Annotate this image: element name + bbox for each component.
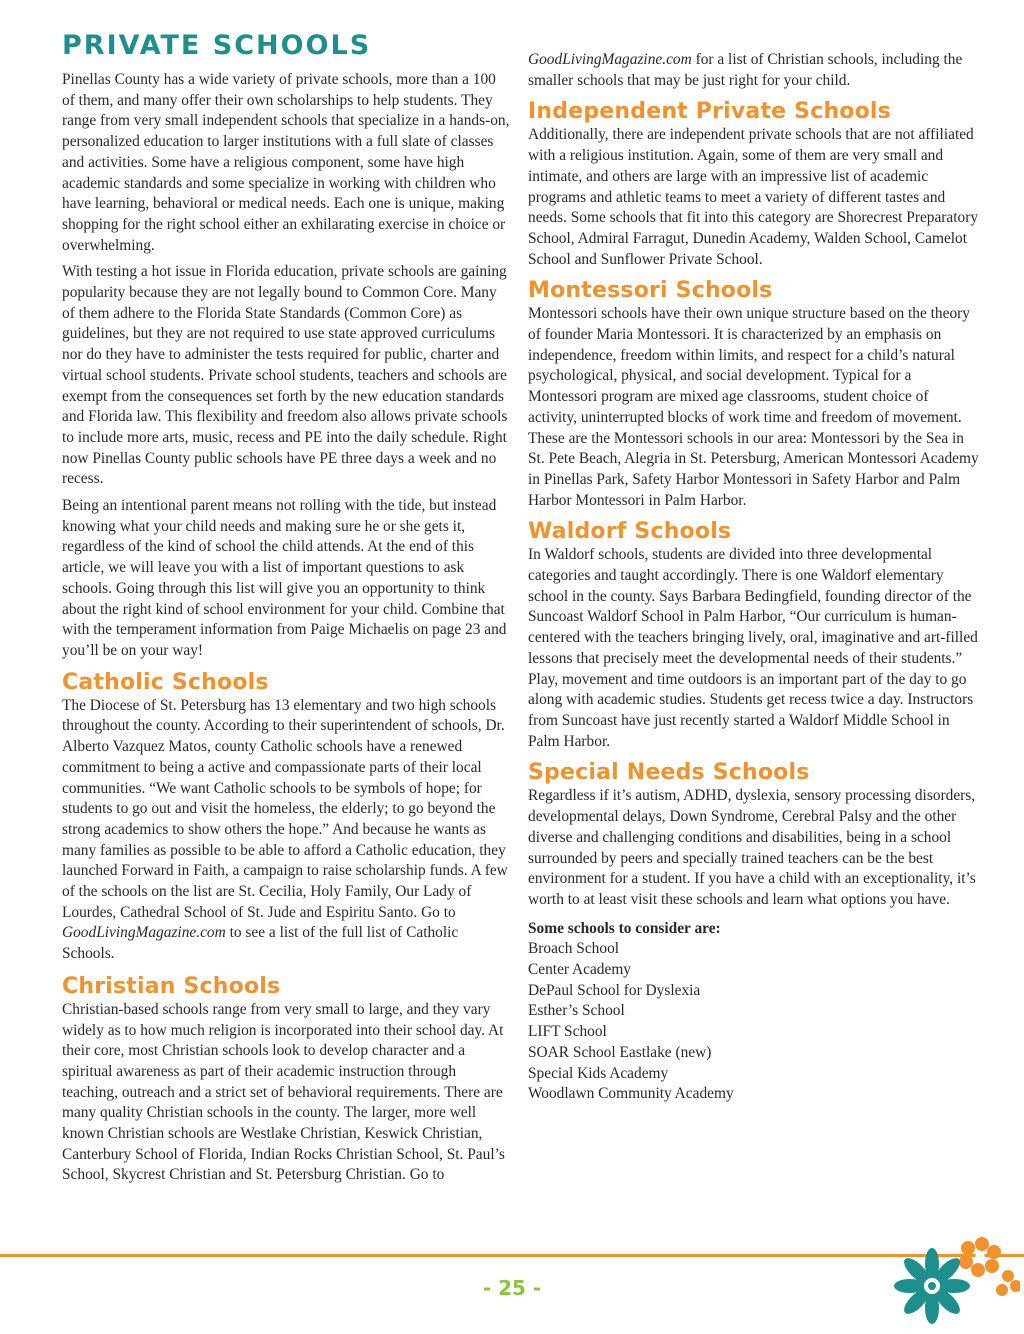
- intro-paragraph-3: Being an intentional parent means not rolling with the tide, but instead knowing what your child needs and making sure he or she gets it, regardless of the kind of school the child attends. At the end of this article, we will leave you with a list of important questions to ask schools. Going through this list will give you an opportunity to think about the right kind of school environment for your child. Combine that with the temperament information from Paige Michaelis on page 23 and you’ll be on your way!: [62, 497, 507, 659]
- page-title: PRIVATE SCHOOLS: [62, 30, 372, 61]
- christian-continued: [528, 50, 980, 91]
- special-needs-paragraph: Regardless if it’s autism, ADHD, dyslexia, sensory processing disorders, developmental delays, Down Syndrome, Cerebral Palsy and the other diverse and challenging conditions and disabilities, being in a school surrounded by peers and specially trained teachers can be the best environment for a student. If you have a child with an exceptionality, it’s worth to at least visit these schools and learn what options you have.: [528, 787, 976, 908]
- list-item: Esther’s School: [528, 1002, 625, 1020]
- christian-text-a: Christian-based schools range from very small to large, and they vary widely as to how much religion is incorporated into their school day. At their core, most Christian schools look to develop character and a spiritual awareness as part of their academic instruction through teaching, outreach and a strict set of behavioral requirements. There are many quality Christian schools in the county. The larger, more well known Christian schools are Westlake Christian, Keswick Christian, Canterbury School of Florida, Indian Rocks Christian School, St. Paul’s School, Skycrest Christian and St. Petersburg Christian. Go to: [62, 1000, 505, 1184]
- intro-paragraph-1: Pinellas County has a wide variety of private schools, more than a 100 of them, and many offer their own scholarships to help students. They range from very small independent schools that specialize in a hands-on, personalized education to larger institutions with a full slate of classes and activities. Some have a religious component, some have high academic standards and some specialize in working with children who have learning, behavioral or medical needs. Each one is unique, making shopping for the right school either an exhilarating exercise in choice or overwhelming.: [62, 71, 510, 254]
- waldorf-heading: Waldorf Schools: [528, 519, 732, 545]
- list-item: Woodlawn Community Academy: [528, 1085, 734, 1103]
- christian-link[interactable]: GoodLivingMagazine.com: [528, 51, 692, 68]
- special-needs-heading: Special Needs Schools: [528, 760, 810, 786]
- list-item: DePaul School for Dyslexia: [528, 981, 701, 999]
- footer-rule: [0, 1254, 1024, 1257]
- independent-heading: Independent Private Schools: [528, 99, 891, 125]
- schools-list-heading: Some schools to consider are:: [528, 919, 721, 937]
- intro-paragraph-2: With testing a hot issue in Florida education, private schools are gaining popularity because they are not legally bound to Common Core. Many of them adhere to the Florida State Standards (Common Core) as guidelines, but they are not required to use state approved curriculums nor do they have to administer the tests required for public, charter and virtual school students. Private school students, teachers and schools are exempt from the consequences set forth by the new education standards and Florida law. This flexibility and freedom also allows private schools to include more arts, music, recess and PE into the daily schedule. Right now Pinellas County public schools have PE three days a week and no recess.: [62, 263, 508, 488]
- list-item: Center Academy: [528, 961, 631, 979]
- left-column: [62, 70, 512, 1186]
- catholic-paragraph: [62, 696, 512, 965]
- christian-text-b: for a list of Christian schools, including the smaller schools that may be just right for your child.: [528, 51, 963, 89]
- independent-paragraph: Additionally, there are independent private schools that are not affiliated with a religious institution. Again, some of them are very small and intimate, and others are large with an impressive list of academic programs and athletic teams to meet a variety of different tastes and needs. Some schools that fit into this category are Shorecrest Preparatory School, Admiral Farragut, Dunedin Academy, Walden School, Camelot School and Sunflower Private School.: [528, 126, 979, 268]
- catholic-text-a: The Diocese of St. Petersburg has 13 elementary and two high schools throughout the county. According to their superintendent of schools, Dr. Alberto Vazquez Matos, county Catholic schools have a renewed commitment to being a active and compassionate parts of their local communities. “We want Catholic schools to be symbols of hope; for students to go out and visit the homeless, the elderly; to go beyond the strong academics to show others the hope.” And because he wants as many families as possible to be able to afford a Catholic education, they launched Forward in Faith, a campaign to raise scholarship funds. A few of the schools on the list are St. Cecilia, Holy Family, Our Lady of Lourdes, Cathedral School of St. Jude and Espiritu Santo. Go to: [62, 696, 508, 921]
- catholic-link[interactable]: GoodLivingMagazine.com: [62, 924, 226, 942]
- list-item: SOAR School Eastlake (new): [528, 1043, 712, 1061]
- catholic-heading: Catholic Schools: [62, 669, 269, 695]
- christian-heading: Christian Schools: [62, 973, 281, 999]
- waldorf-paragraph: In Waldorf schools, students are divided into three developmental categories and taught accordingly. There is one Waldorf elementary school in the county. Says Barbara Bedingfield, founding director of the Suncoast Waldorf School in Palm Harbor, “Our curriculum is human-centered with the teachers bringing lively, oral, imaginative and art-filled lessons that precisely meet the developmental needs of their students.” Play, movement and time outdoors is an important part of the day to go along with academic studies. Students get recess twice a day. Instructors from Suncoast have just recently started a Waldorf Middle School in Palm Harbor.: [528, 546, 978, 750]
- montessori-heading: Montessori Schools: [528, 278, 773, 304]
- list-item: Special Kids Academy: [528, 1064, 669, 1082]
- catholic-text-b: to see a list of the full list of Catholic Schools.: [62, 924, 459, 963]
- montessori-paragraph: Montessori schools have their own unique structure based on the theory of founder Maria Montessori. It is characterized by an emphasis on independence, freedom within limits, and respect for a child’s natural psychological, physical, and social development. Typical for a Montessori program are mixed age classrooms, student choice of activity, uninterrupted blocks of work time and freedom of movement. These are the Montessori schools in our area: Montessori by the Sea in St. Pete Beach, Alegria in St. Petersburg, American Montessori Academy in Pinellas Park, Safety Harbor Montessori in Safety Harbor and Palm Harbor Montessori in Palm Harbor.: [528, 305, 979, 509]
- teal-flower-icon: [894, 1248, 970, 1324]
- flower-decoration-icon: [890, 1236, 1020, 1331]
- page-number: - 25 -: [482, 1276, 542, 1300]
- christian-paragraph: [62, 1000, 512, 1186]
- list-item: Broach School: [528, 940, 620, 958]
- right-column: [528, 50, 980, 1105]
- list-item: LIFT School: [528, 1023, 607, 1041]
- schools-list: [528, 939, 980, 1105]
